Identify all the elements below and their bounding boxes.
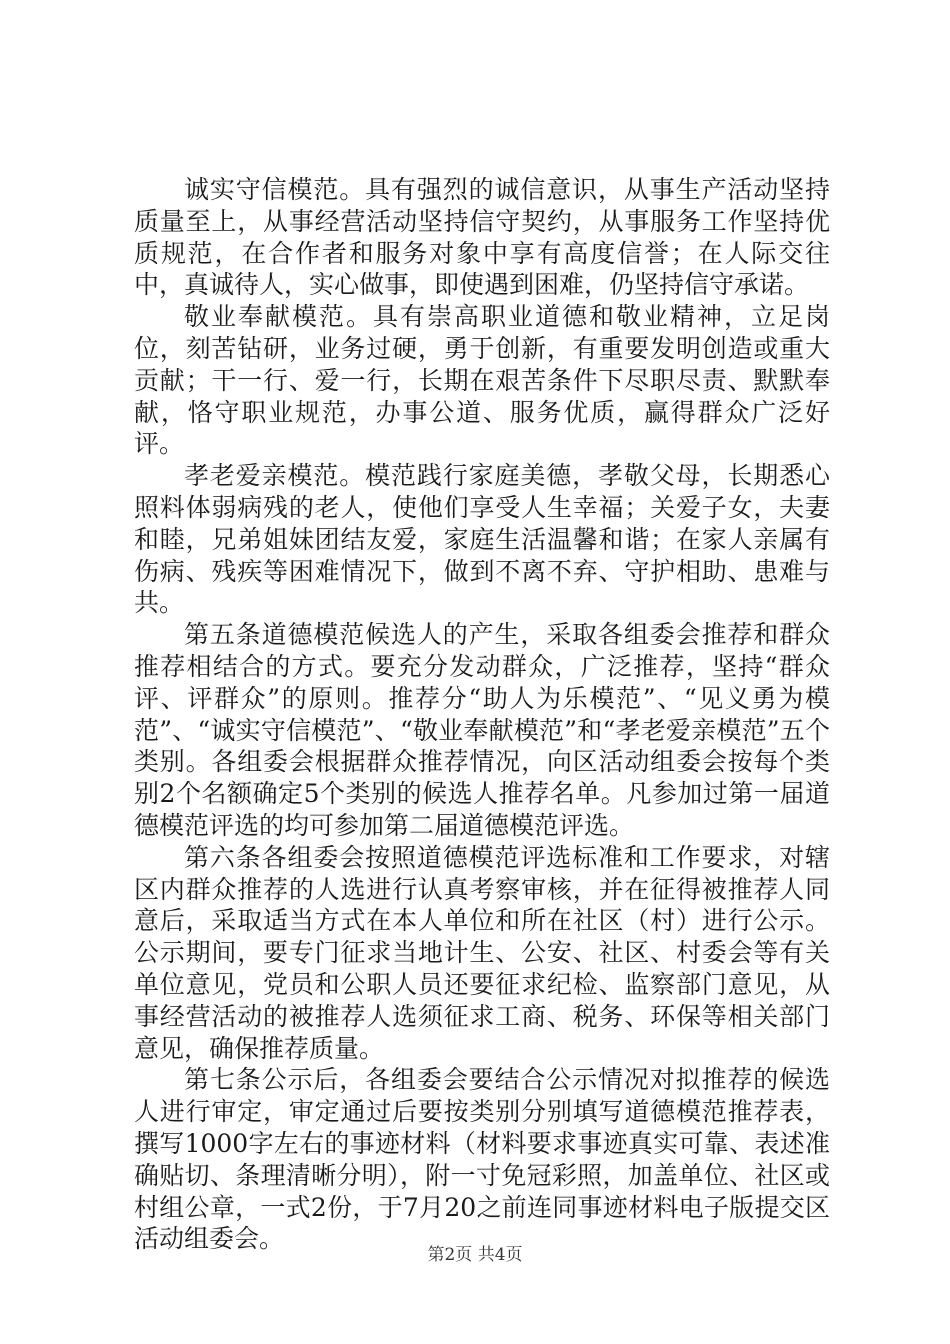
page-footer: [0, 1244, 950, 1266]
paragraph-filial-model: 孝老爱亲模范。模范践行家庭美德，孝敬父母，长期悉心照料体弱病残的老人，使他们享受人生幸福；关爱子女，夫妻和睦，兄弟姐妹团结友爱，家庭生活温馨和谐；在家人亲属有伤病、残疾等困难情况下，做到不离不弃、守护相助、患难与共。: [134, 461, 830, 618]
paragraph-article-6: 第六条各组委会按照道德模范评选标准和工作要求，对辖区内群众推荐的人选进行认真考察审核，并在征得被推荐人同意后，采取适当方式在本人单位和所在社区（村）进行公示。公示期间，要专门征求当地计生、公安、社区、村委会等有关单位意见，党员和公职人员还要征求纪检、监察部门意见，从事经营活动的被推荐人选须征求工商、税务、环保等相关部门意见，确保推荐质量。: [134, 842, 830, 1063]
document-body: [134, 174, 830, 1255]
paragraph-article-5: 第五条道德模范候选人的产生，采取各组委会推荐和群众推荐相结合的方式。要充分发动群众，广泛推荐，坚持“群众评、评群众”的原则。推荐分“助人为乐模范”、“见义勇为模范”、“诚实守信模范”、“敬业奉献模范”和“孝老爱亲模范”五个类别。各组委会根据群众推荐情况，向区活动组委会按每个类别2个名额确定5个类别的候选人推荐名单。凡参加过第一届道德模范评选的均可参加第二届道德模范评选。: [134, 620, 830, 840]
page-number-label: 第2页 共4页: [427, 1245, 523, 1265]
paragraph-dedication-model: 敬业奉献模范。具有崇高职业道德和敬业精神，立足岗位，刻苦钻研，业务过硬，勇于创新，有重要发明创造或重大贡献；干一行、爱一行，长期在艰苦条件下尽职尽责、默默奉献，恪守职业规范，办事公道、服务优质，赢得群众广泛好评。: [134, 302, 830, 459]
paragraph-article-7: 第七条公示后，各组委会要结合公示情况对拟推荐的候选人进行审定，审定通过后要按类别分别填写道德模范推荐表，撰写1000字左右的事迹材料（材料要求事迹真实可靠、表述准确贴切、条理清晰分明），附一寸免冠彩照，加盖单位、社区或村组公章，一式2份，于7月20之前连同事迹材料电子版提交区活动组委会。: [134, 1065, 830, 1254]
paragraph-honesty-model: 诚实守信模范。具有强烈的诚信意识，从事生产活动坚持质量至上，从事经营活动坚持信守契约，从事服务工作坚持优质规范，在合作者和服务对象中享有高度信誉；在人际交往中，真诚待人，实心做事，即使遇到困难，仍坚持信守承诺。: [134, 175, 830, 300]
